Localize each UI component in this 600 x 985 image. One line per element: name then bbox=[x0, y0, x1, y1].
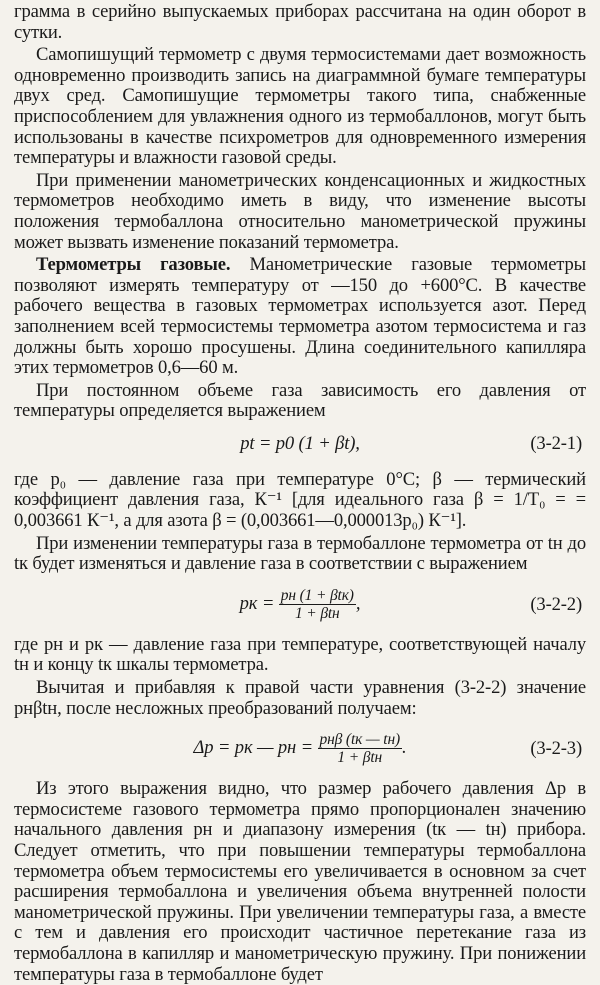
paragraph-constant-volume: При постоянном объеме газа зависимость его давления от температуры определяется выражением bbox=[14, 379, 586, 422]
paragraph-pn-pk-definition: где pн и pк — давление газа при температуре, соответствующей началу tн и концу tк шкалы термометра. bbox=[14, 633, 586, 676]
equation-3-2-2-fraction bbox=[279, 587, 356, 622]
equation-3-2-3-number: (3-2-3) bbox=[530, 738, 582, 760]
paragraph-p0-definition: где p₀ — давление газа при температуре 0°С; β — термический коэффициент давления газа, К⁻¹ [для идеального газа β = 1/T₀ = = 0,003661 К⁻¹, а для азота β = (0,003661—0,000013p₀) К⁻¹]. bbox=[14, 468, 586, 532]
section-text-gas-thermometers: Манометрические газовые термометры позволяют измерять температуру от —150 до +600°С. В качестве рабочего вещества в газовых термометрах используется азот. Перед заполнением всей термосистемы термометра азотом термосистема и газ должны быть хорошо просушены. Длина соединительного капилляра этих термометров 0,6—60 м. bbox=[14, 254, 586, 379]
paragraph-dual-thermometer: Самопишущий термометр с двумя термосистемами дает возможность одновременно производить запись на диаграммной бумаге температуры двух сред. Самопишущие термометры такого типа, снабженные приспособлением для увлажнения одного из термобаллонов, могут быть использованы в качестве психрометров для одновременного измерения температуры и влажности газовой среды. bbox=[14, 44, 586, 169]
paragraph-subtract-add: Вычитая и прибавляя к правой части уравнения (3-2-2) значение pнβtн, после несложных преобразований получаем: bbox=[14, 677, 586, 719]
equation-3-2-3-lhs: Δp = pк — pн = bbox=[193, 737, 313, 759]
equation-3-2-3-denominator: 1 + βtн bbox=[337, 749, 383, 767]
equation-3-2-3-numerator: pнβ (tк — tн) bbox=[319, 731, 400, 749]
paragraph-working-pressure: Из этого выражения видно, что размер рабочего давления Δp в термосистеме газового термометра прямо пропорционален значению начального давления pн и диапазону измерения (tк — tн) прибора. Следует отметить, что при повышении температуры термобаллона термометра объем термосистемы его увеличивается в основном за счет расширения термобаллона и увеличения объема внутренней полости манометрической пружины. При увеличении температуры газа, а вместе с тем и давления его происходит частичное перетекание газа из термобаллона в капилляр и манометрическую пружину. При понижении температуры газа в термобаллоне будет bbox=[14, 778, 586, 985]
equation-3-2-3-fraction bbox=[318, 731, 403, 766]
equation-3-2-3 bbox=[14, 725, 586, 773]
paragraph-continuation: грамма в серийно выпускаемых приборах рассчитана на один оборот в сутки. bbox=[14, 1, 586, 43]
equation-3-2-3-tail: . bbox=[402, 737, 407, 759]
paragraph-temperature-change: При изменении температуры газа в термобаллоне термометра от tн до tк будет изменяться и давление газа в соответствии с выражением bbox=[14, 532, 586, 575]
equation-3-2-2-denominator: 1 + βtн bbox=[294, 604, 340, 622]
equation-3-2-2-tail: , bbox=[355, 593, 361, 615]
equation-3-2-2-number: (3-2-2) bbox=[530, 593, 582, 615]
equation-3-2-2-numerator: pн (1 + βtк) bbox=[280, 586, 354, 604]
equation-3-2-2-lhs: pк = bbox=[239, 593, 275, 615]
equation-3-2-2 bbox=[14, 581, 586, 629]
equation-3-2-1 bbox=[14, 428, 586, 464]
equation-3-2-1-body: pt = p0 (1 + βt), bbox=[240, 432, 360, 454]
paragraph-liquid-thermometers: При применении манометрических конденсационных и жидкостных термометров необходимо иметь в виду, что изменение высоты положения термобаллона относительно манометрической пружины может вызвать изменение показаний термометра. bbox=[14, 169, 586, 253]
equation-3-2-1-number: (3-2-1) bbox=[530, 432, 582, 454]
section-heading-gas-thermometers: Термометры газовые. bbox=[36, 254, 231, 276]
paragraph-gas-thermometers bbox=[14, 255, 586, 379]
